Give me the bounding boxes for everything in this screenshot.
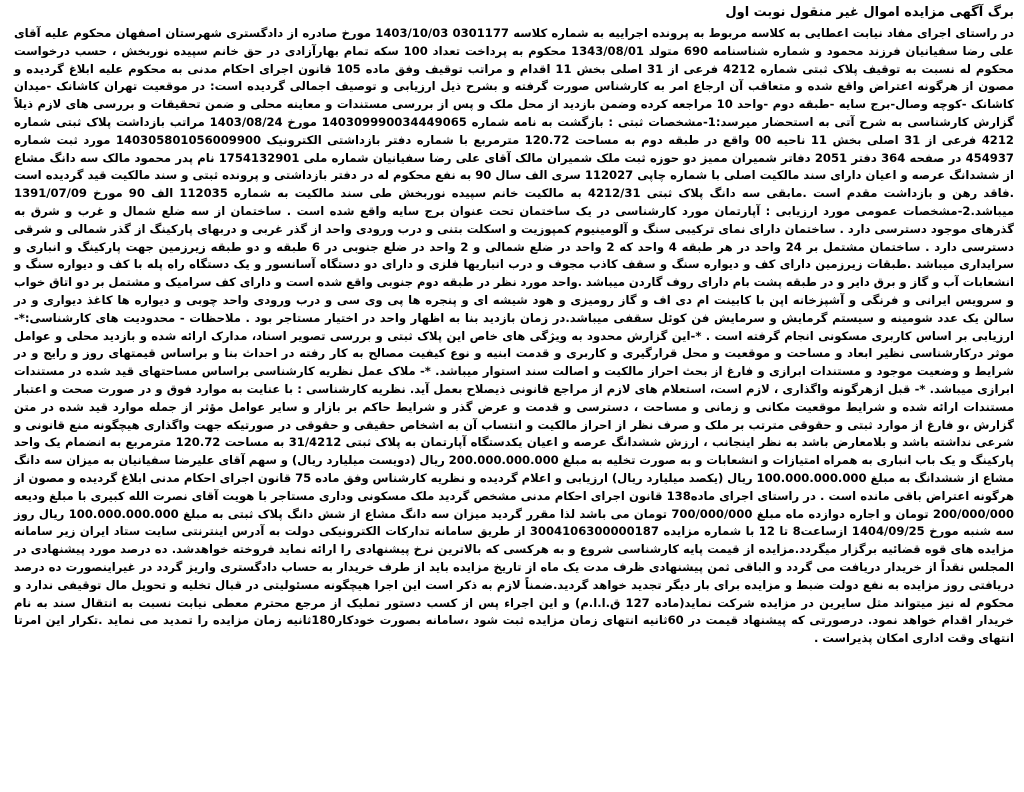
notice-body: در راستای اجرای مفاد نیابت اعطایی به کلاسه مربوط به پرونده اجراییه به شماره کلاسه 0301177 1403/10/03 مورخ صادره از دادگستری شهرستان اصفهان محکوم علیه آقای علی رضا سفیانیان فرزند محمود و شماره شناسنامه 690 متولد 1343/08/01 محکوم به پرداخت تعداد 100 سکه تمام بهارآزادی در حق خانم سپیده نوربخش ، حسب درخواست محکوم له نسبت به توقیف پلاک ثبتی شماره 4212 فرعی از 31 اصلی بخش 11 اقدام و مراتب توقیف وفق ماده 105 قانون اجرای احکام مدنی به محکوم علیه ابلاغ گردیده و مصون از هرگونه اعتراض واقع شده و متعاقب آن ارجاع امر به کارشناس صورت گرفته و بشرح ذیل ارزیابی و توصیف اجمالی گردیده است: در موقعیت تهران کاشانک -میدان کاشانک -کوچه وصال-برج سایه -طبقه دوم -واحد 10 مراجعه کرده وضمن بازدید از محل ملک و پس از بررسی مستندات و معاینه محلی و ضمن تحقیقات و بررسی های لازم ذیلاً گزارش کارشناسی به شرح آتی به استحضار میرسد:1-مشخصات ثبتی : بازگشت به نامه شماره 140309990034449065 مورخ 1403/08/24 مراتب بازداشت پلاک ثبتی شماره 4212 فرعی از 31 اصلی بخش 11 ناحیه 00 واقع در طبقه دوم به مساحت 120.72 مترمربع با شماره دفتر بازداشتی الکترونیک 140305801056009900 مورد ثبت شماره 454937 در صفحه 364 دفتر 2051 دفاتر شمیران ممیز دو حوزه ثبت ملک شمیران مالک آقای علی رضا سفیانیان شماره ملی 1754132901 نام پدر محمود مالک سه دانگ مشاع از ششدانگ عرصه و اعیان دارای سند مالکیت اصلی با شماره چاپی 112027 سری الف سال 90 به نفع محکوم له در دفتر بازداشتی و پرونده ثبتی و سند مالکیت قید گردیده است .فاقد رهن و بازداشت مقدم است .مابقی سه دانگ پلاک ثبتی 4212/31 به مالکیت خانم سپیده نوربخش طی سند مالکیت به شماره 112035 الف 90 مورخ 1391/07/09 میباشد.2-مشخصات عمومی مورد ارزیابی : آپارتمان مورد کارشناسی در یک ساختمان تحت عنوان برج سایه واقع شده است . ساختمان از سه ضلع شمال و غرب و شرق به گذرهای موجود دسترسی دارد . ساختمان دارای نمای ترکیبی سنگ و آلومینیوم کمپوزیت و اسکلت بتنی و درب ورودی واحد از گذر غربی و دربهای پارکینگ از گذر شمالی و شرقی دسترسی دارد . ساختمان مشتمل بر 24 واحد در هر طبقه 4 واحد که 2 واحد در ضلع شمالی و 2 واحد در ضلع جنوبی در 6 طبقه و دو طبقه زیرزمین جهت پارکینگ و انباری و سرایداری میباشد .طبقات زیرزمین دارای کف و دیواره سنگ و سقف کاذب مجوف و درب انباریها فلزی و دارای دو دستگاه آسانسور و یک دستگاه راه پله با کف و دیواره سنگ و انشعابات آب و گاز و برق دایر و در طبقه پشت بام دارای روف گاردن میباشد .واحد مورد نظر در طبقه دوم جنوبی واقع شده است و دارای کف سرامیک و مشتمل بر دو اتاق خواب و سرویس ایرانی و فرنگی و آشپزخانه اپن با کابینت ام دی اف و گاز رومیزی و هود شیشه ای و پنجره ها پی وی سی و درب ورودی واحد چوبی و دیواره ها کاغذ دیواری و در سالن یک عدد شومینه و سیستم گرمایش و سرمایش فن کوئل سقفی میباشد.در زمان بازدید بنا به اظهار واحد در اختیار مستاجر بود . ملاحظات - محدودیت های کارشناسی:*-ارزیابی بر اساس کاربری مسکونی انجام گرفته است . *-این گزارش محدود به ویژگی های خاص این پلاک ثبتی و بررسی تصویر اسناد، مدارک ارائه شده و بازدید محلی و عوامل موثر درکارشناسی نظیر ابعاد و مساحت و موقعیت و محل قرارگیری و کاربری و قدمت ابنیه و نوع کیفیت مصالح به کار رفته در احداث بنا و براساس قیمتهای روز و رایج و در شرایط و وضعیت موجود و مستندات ابرازی و فارغ از بحث احراز مالکیت و اصالت سند استوار میباشد. *- ملاک عمل نظریه کارشناسی براساس مساحتهای قید شده در مستندات ابرازی میباشد. *- قبل ازهرگونه واگذاری ، لازم است، استعلام های لازم از مراجع قانونی ذیصلاح بعمل آید. نظریه کارشناسی : با عنایت به موارد فوق و در صورت صحت و اعتبار مستندات ارائه شده و شرایط موقعیت مکانی و زمانی و مساحت ، دسترسی و قدمت و عرض گذر و شرایط حاکم بر بازار و سایر عوامل مؤثر از جمله موارد قید شده در متن گزارش ،و فارغ از موارد ثبتی و حقوقی مترتب بر ملک و صرف نظر از احراز مالکیت و انتساب آن به اشخاص حقیقی و حقوقی در صورتیکه جهت واگذاری هیچگونه منع قانونی و شرعی نداشته باشد و بلامعارض باشد به نظر اینجانب ، ارزش ششدانگ عرصه و اعیان یکدستگاه آپارتمان به پلاک ثبتی 31/4212 به مساحت 120.72 مترمربع به انضمام یک واحد پارکینگ و یک باب انباری به همراه امتیازات و انشعابات و به صورت تخلیه به مبلغ 200.000.000.000 ریال (دویست میلیارد ریال) و سهم آقای علیرضا سفیانیان به میزان سه دانگ مشاع از ششدانگ به مبلغ 100.000.000.000 ریال (یکصد میلیارد ریال) ارزیابی و اعلام گردیده و نظریه کارشناس وفق ماده 75 قانون اجرای احکام مدنی ابلاغ گردیده و مصون از هرگونه اعتراض باقی مانده است . در راستای اجرای ماده138 قانون اجرای احکام مدنی مشخص گردید ملک مسکونی وداری مستاجر با هویت آقای نصرت الله کبیری با مبلغ ودیعه 200/000/000 تومان و اجاره دوازده ماه مبلغ 700/000/000 تومان می باشد لذا مقرر گردید میزان سه دانگ مشاع از شش دانگ پلاک ثبتی به مبلغ 100.000.000.000 ریال روز سه شنبه مورخ 1404/09/25 ازساعت8 تا 12 با شماره مزایده 3004106300000187 از طریق سامانه تدارکات الکترونیکی دولت به آدرس اینترنتی سایت ستاد ایران زیر سامانه مزایده های قوه قضائیه برگزار میگردد.مزایده از قیمت پایه کارشناسی شروع و به هرکسی که بالاترین نرخ پیشنهادی را ارائه نماید فروخته خواهدشد. ده درصد مورد پیشنهادی در المجلس نقداً از خریدار دریافت می گردد و الباقی ثمن پیشنهادی ظرف مدت یک ماه از تاریخ مزایده باید از طرف خریدار به حساب دادگستری واریز گردد در غیراینصورت ده درصد دریافتی روز مزایده به نفع دولت ضبط و مزایده برای بار دیگر تجدید خواهد گردید.ضمناً لازم به ذکر است این اجرا هیچگونه مسئولیتی در قبال تخلیه و تحویل مال توقیفی ندارد و محکوم له نیز میتواند مثل سایرین در مزایده شرکت نماید(ماده 127 ق.ا.ا.م) و این اجراء پس از کسب دستور تملیک از مرجع محترم معطی نیابت نسبت به انتقال سند به نام خریدار اقدام خواهد نمود. درصورتی که پیشنهاد قیمت در 60ثانیه انتهای زمان مزایده ثبت شود ،سامانه بصورت خودکار180ثانیه زمان مزایده را تمدید می نماید .تکرار این امرتا انتهای وقت اداری امکان پذیراست . <box>14 26 1015 646</box>
notice-title: برگ آگهی مزایده اموال غیر منقول نوبت اول <box>725 5 1014 20</box>
